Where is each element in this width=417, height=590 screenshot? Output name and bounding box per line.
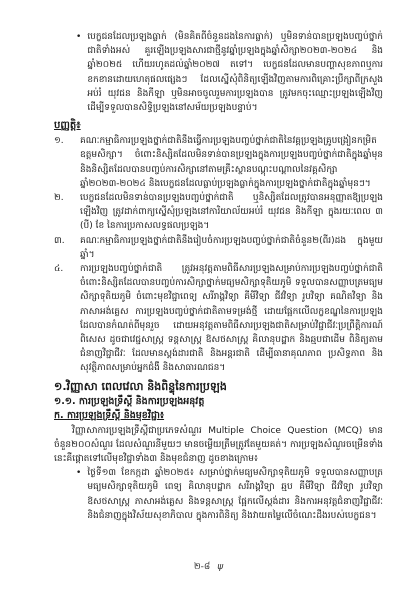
bottom-bullet-item bbox=[76, 466, 383, 523]
rule-text: ការប្រឡងបញ្ចប់ថ្នាក់ជាតិ ត្រូវអនុវត្តតាមពិធីសារប្រឡងសម្រាប់ការប្រឡងបញ្ចប់ថ្នាក់ជាតិ ចំពោះនិស្សិតដែលបានបញ្ចប់ការសិក្សាថ្នាក់មធ្យមសិក្សាទុតិយភូមិ ទទួលបានសញ្ញាបត្រមធ្យមសិក្សាទុតិយភូមិ ចំពោះមុខវិជ្ជាពេទ្យ សរីរាង្គវិទ្យា គីមីវិទ្យា ជីវវិទ្យា រូបវិទ្យា គណិតវិទ្យា និងភាសាអង់គ្លេស ការប្រឡងបញ្ចប់ថ្នាក់ជាតិតាមទម្រង់ថ្មី ដោយផ្អែកលើលក្ខខណ្ឌនៃការប្រឡងដែលបានកំណត់ពីមុនរួច ដោយអនុវត្តតាមពិធីសារប្រឡងជាតិសម្រាប់វិជ្ជាជីវៈប្រព្រឹត្តិការណ៍ពិសេស ដូចជាវេជ្ជសាស្ត្រ ទន្តសាស្ត្រ ឱសថសាស្ត្រ គិលានុបដ្ឋាក និងឆ្មបជាដើម ពិនិត្យតាមជំនាញវិជ្ជាជីវៈ ដែលមានស្តង់ដារជាតិ និងអន្តរជាតិ ដើម្បីធានាគុណភាព ប្រសិទ្ធភាព និងសុវត្ថិភាពសម្រាប់អ្នកជំងឺ និងសាធារណជន។ bbox=[80, 264, 383, 374]
bottom-bullet-text: ថ្ងៃទី១៣ ខែកក្កដា ឆ្នាំ២០២៥៖ សម្រាប់ថ្នាក់មធ្យមសិក្សាទុតិយភូមិ ទទួលបានសញ្ញាបត្រមធ្យមសិក្សាទុតិយភូមិ ពេទ្យ គិលានុបដ្ឋាក សរីរាង្គវិទ្យា ឆ្មប គីមីវិទ្យា ជីវវិទ្យា រូបវិទ្យា ឱសថសាស្ត្រ ភាសាអង់គ្លេស និងទន្តសាស្ត្រ ផ្អែកលើស្តង់ដារ និងការអនុវត្តជំនាញវិជ្ជាជីវៈ និងជំនាញក្នុងវិស័យសុខាភិបាល ក្នុងការពិនិត្យ និងវាយតម្លៃលើចំណេះដឹងរបស់បេក្ខជន។ bbox=[87, 468, 383, 521]
top-bullet-text: បេក្ខជនដែលប្រឡងធ្លាក់ (មិនគិតពីចំនួនដងនៃការធ្លាក់) ឬមិនទាន់បានប្រឡងបញ្ចប់ថ្នាក់ជាតិទាំងអស់ គួរឡើងប្រឡងសារជាថ្មីនូវឆ្នាំប្រឡងក្នុងឆ្នាំសិក្សា២០២៣-២០២៤ និងឆ្នាំ២០២៥ ហើយរហូតដល់ឆ្នាំ២០២៧ តទៅ។ បេក្ខជនដែលមានបញ្ហាសុខភាពឬការខកខានដោយហេតុផលផ្សេងៗ ដែលស្នើសុំពិនិត្យឡើងវិញតាមការពិគ្រោះប្រឹក្សាពីក្រសួងអប់រំ យុវជន និងកីឡា ឬមិនអាចចូលរួមការប្រឡងបាន ត្រូវមកចុះឈ្មោះប្រឡងឡើងវិញ ដើម្បីទទួលបានសិទ្ធិប្រឡងនៅសម័យប្រឡងបន្ទាប់។ bbox=[87, 32, 383, 114]
rule-number: ៤. bbox=[54, 264, 64, 275]
sub-heading: ក. ការប្រឡងទ្រឹស្តី និងមុខវិជ្ជា៖ bbox=[54, 410, 165, 422]
initial-mark: ψ bbox=[217, 562, 224, 572]
rule-number: ៣. bbox=[54, 235, 65, 246]
rule-item bbox=[54, 234, 383, 262]
top-bullet-item bbox=[76, 30, 383, 115]
page-footer bbox=[0, 561, 417, 573]
rule-item bbox=[54, 262, 383, 376]
rule-item bbox=[54, 134, 383, 191]
rules-heading: បញ្ញត្តិ៖ bbox=[54, 120, 81, 132]
rule-text: គណៈកម្មាធិការប្រឡងថ្នាក់ជាតិនឹងរៀបចំការប្រឡងបញ្ចប់ថ្នាក់ជាតិចំនួន២(ពីរ)ដង ក្នុងមួយឆ្នាំ។ bbox=[80, 235, 383, 260]
rule-number: ២. bbox=[54, 193, 64, 204]
subsection-title: ១.១. ​​ការ​​ប្រឡងទ្រឹស្តី ​​និង​​ការ​​ប្រឡង​​អនុវត្ត bbox=[54, 395, 205, 407]
rule-text: គណៈកម្មាធិការប្រឡងថ្នាក់ជាតិនឹងធ្វើការប្រឡងបញ្ចប់ថ្នាក់ជាតិនៃវគ្គប្រឡងគ្រូបង្រៀនកម្រិតឧត្តមសិក្សា។ ចំពោះនិស្សិតដែលមិនទាន់បានប្រឡងក្នុងការប្រឡងបញ្ចប់ថ្នាក់ជាតិក្នុងឆ្នាំមុន និងនិស្សិតដែលបានបញ្ចប់ការសិក្សានៅតាមគ្រឹះស្ថានបណ្តុះបណ្តាលនៃវគ្គសិក្សាឆ្នាំ២០២៣-២០២៤ និងបេក្ខជនដែលធ្លាប់ប្រឡងធ្លាក់ក្នុងការប្រឡងថ្នាក់ជាតិក្នុងឆ្នាំមុនៗ។ bbox=[80, 136, 383, 189]
theory-intro: វិញ្ញាសាការប្រឡងទ្រឹស្តីជាប្រភេទសំណួរ Multiple Choice Question (MCQ) មានចំនួន២០០សំណួរ ដែលសំណួរនីមួយៗ មានចម្លើយត្រឹមត្រូវតែមួយគត់។ ការប្រឡងសំណួរចម្រើនទាំងនេះគឺផ្តោតទៅលើមុខវិជ្ជាទាំង៣ និងមុខជំនាញ ដូចខាងក្រោម៖ bbox=[54, 425, 383, 465]
bullet-marker: • bbox=[76, 468, 82, 479]
rule-text: បេក្ខជនដែលមិនទាន់បានប្រឡងបញ្ចប់ថ្នាក់ជាតិ ឬនិស្សិតដែលត្រូវបានអនុញ្ញាតឱ្យប្រឡងឡើងវិញ ត្រូវដាក់ពាក្យស្នើសុំប្រឡងនៅការិយាល័យអប់រំ យុវជន និងកីឡា ក្នុងរយៈពេល ៣ (បី) ខែ នៃការប្រកាសលទ្ធផលប្រឡង។ bbox=[80, 193, 383, 232]
section-title: ១.វិញ្ញាសា ​ពេលវេលា​ និងពិន្ទុនៃការប្រឡង bbox=[54, 379, 227, 393]
bullet-marker: • bbox=[76, 32, 82, 42]
page-number: ២-៨ bbox=[193, 562, 211, 572]
rule-item bbox=[54, 191, 383, 234]
rule-number: ១. bbox=[54, 136, 64, 147]
